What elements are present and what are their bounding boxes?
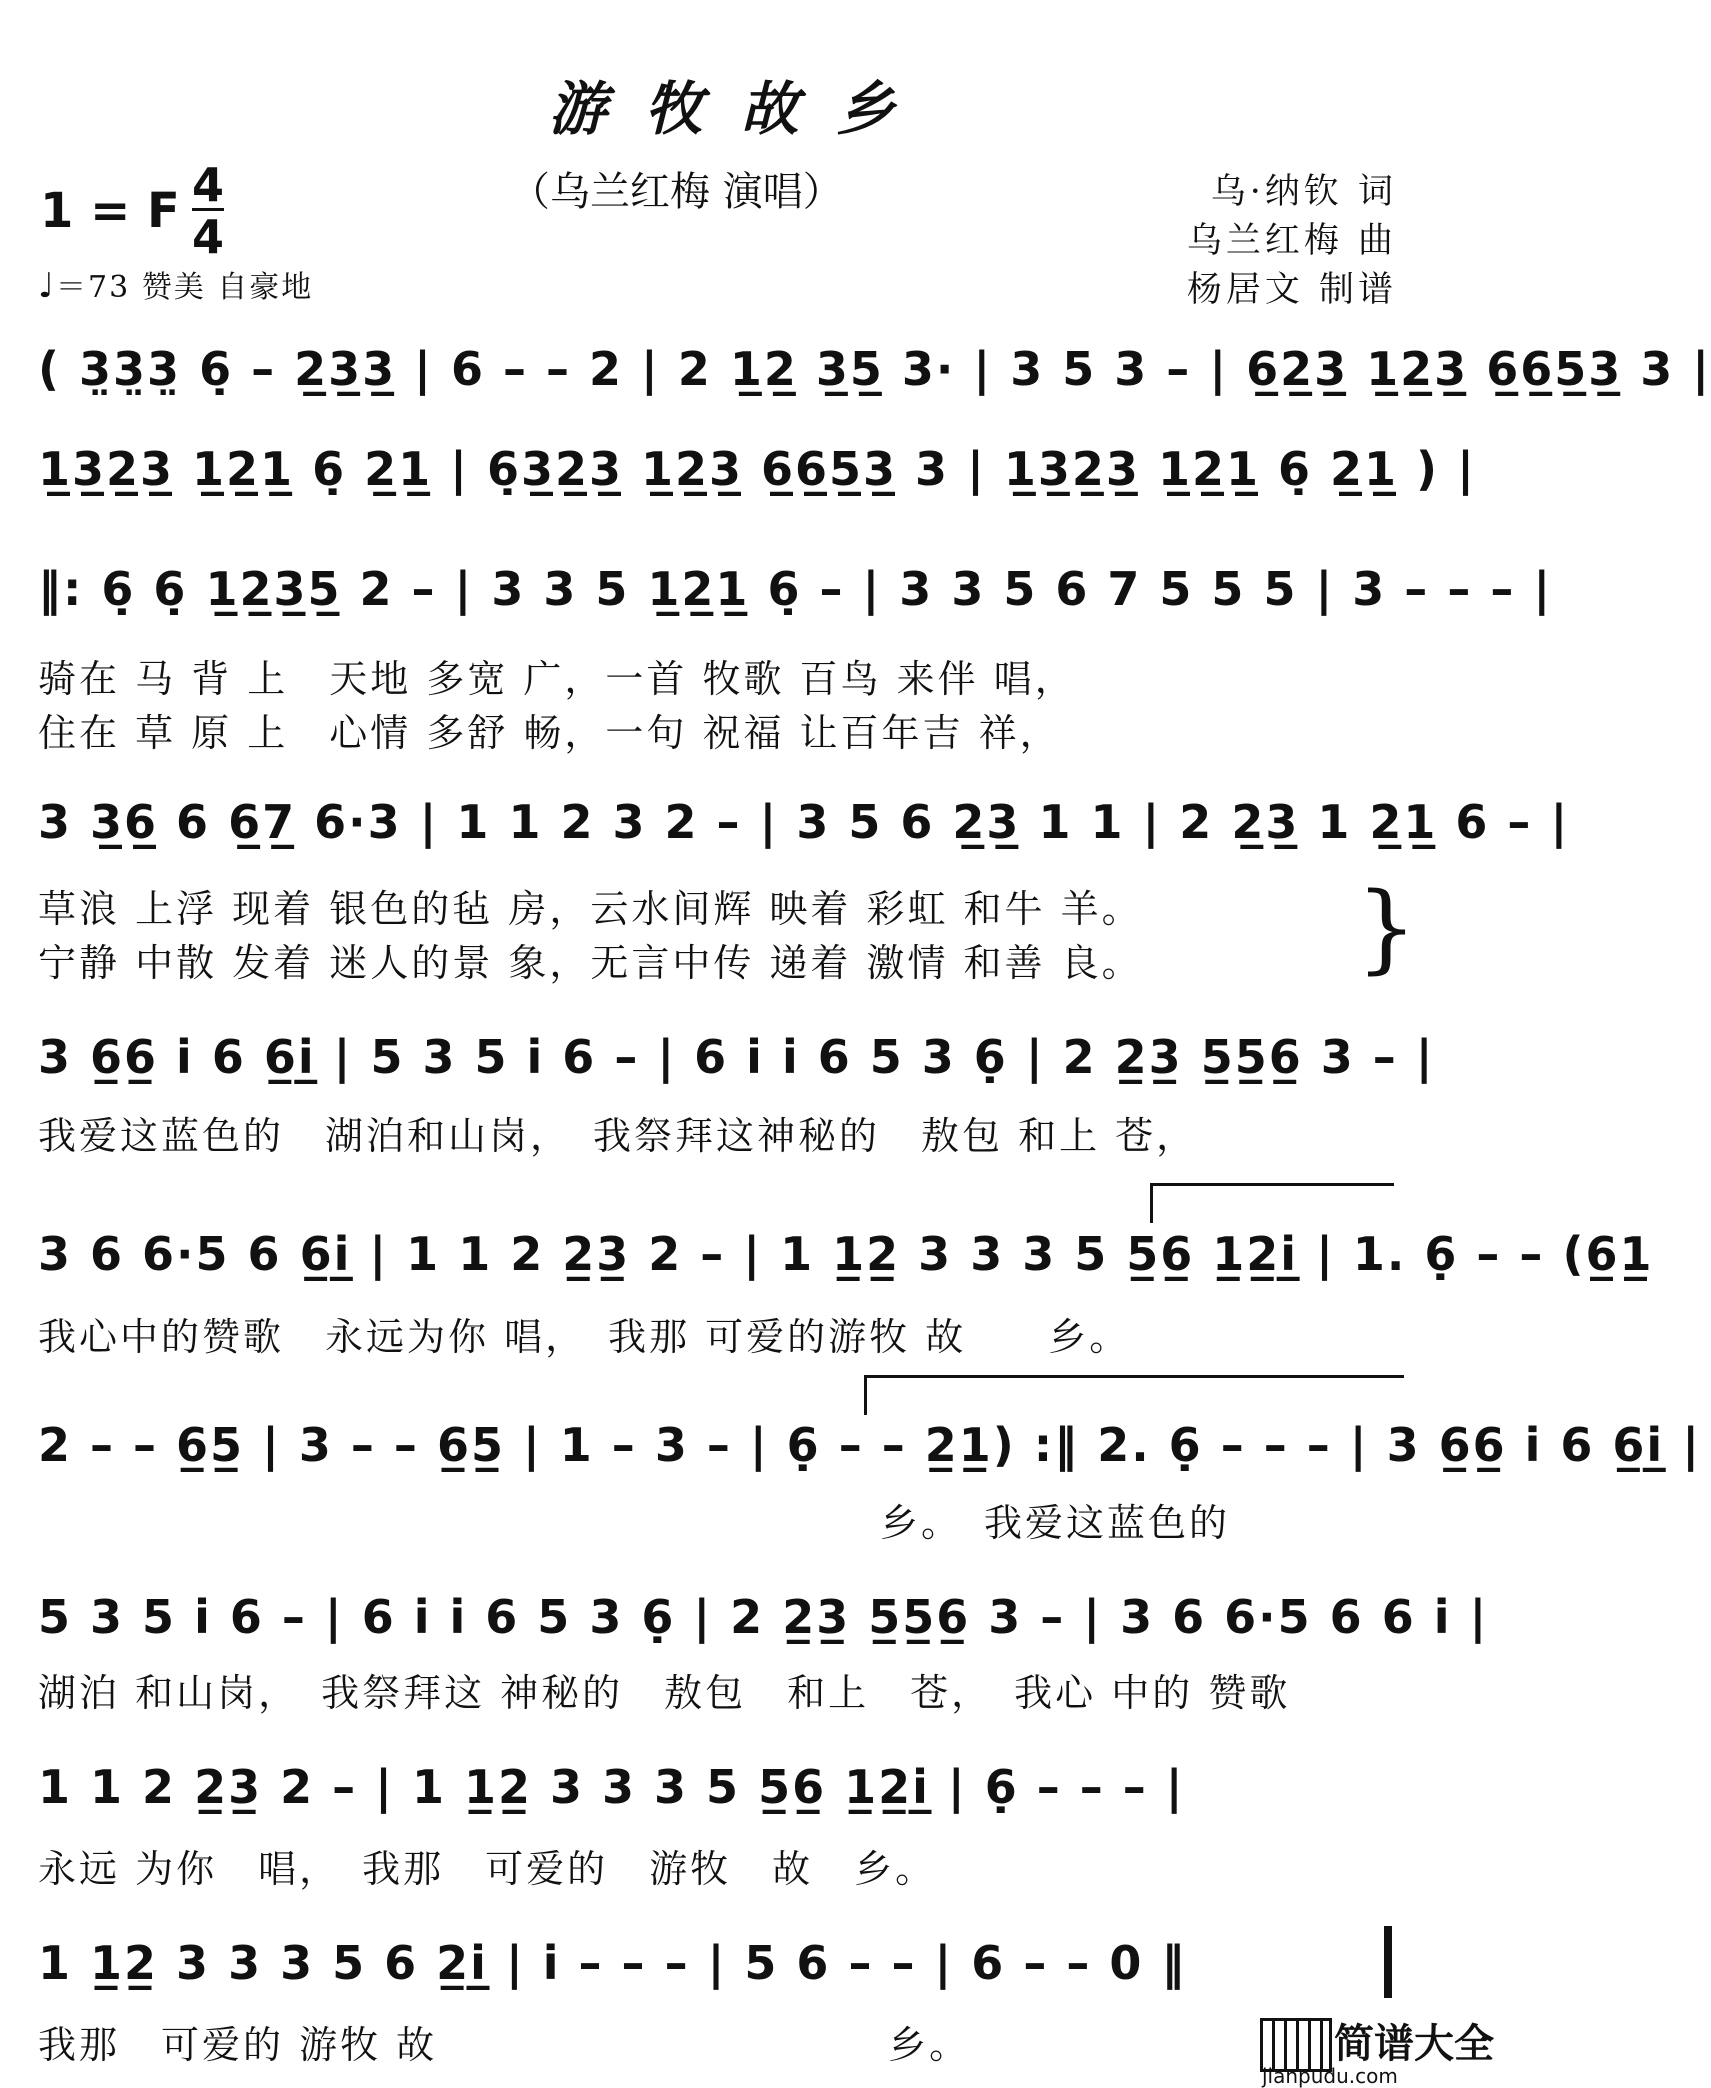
notation-row-8: 5 3 5 i 6 – | 6 i i 6 5 3 6̣ | 2 2̲3̲ 5̲5̲6̲ 3 – | 3 6 6·5 6 6 i |: [38, 1590, 1489, 1644]
verse-brace: }: [1356, 872, 1418, 984]
volta-2-edge: [864, 1375, 867, 1415]
arranger: 杨居文 制谱: [1186, 270, 1397, 310]
notation-row-6: 3 6 6·5 6 6̲i̲ | 1 1 2 2̲3̲ 2 – | 1 1̲2̲ 3 3 3 5 5̲6̲ 1̲2̲i̲ | 1. 6̣ – – (6̲1̲: [38, 1227, 1654, 1281]
notation-row-9: 1 1 2 2̲3̲ 2 – | 1 1̲2̲ 3 3 3 5 5̲6̲ 1̲2̲i̲ | 6̣ – – – |: [38, 1760, 1185, 1814]
lyrics-row-10: 我那 可爱的 游牧 故 乡。: [38, 2023, 971, 2067]
final-barline: [1384, 1926, 1392, 1998]
lyrics-row-8: 湖泊 和山岗， 我祭拜这 神秘的 敖包 和上 苍， 我心 中的 赞歌: [38, 1671, 1291, 1715]
lyrics-row-5: 我爱这蓝色的 湖泊和山岗， 我祭拜这神秘的 敖包 和上 苍，: [38, 1114, 1198, 1158]
time-signature: [192, 160, 224, 262]
volta-1-bracket: [1150, 1183, 1394, 1186]
quarter-note-icon: ♩: [38, 266, 57, 306]
credits: [1187, 168, 1397, 315]
time-bottom: 4: [192, 210, 225, 264]
notation-row-7: 2 – – 6̲5̲ | 3 – – 6̲5̲ | 1 – 3 – | 6̣ – – 2̲1̲) :‖ 2. 6̣ – – – | 3 6̲6̲ i 6 6̲i̲ |: [38, 1418, 1702, 1472]
lyrics-row-3b: 住在 草 原 上 心情 多舒 畅，一句 祝福 让百年吉 祥，: [38, 711, 1061, 755]
watermark-title: 简谱大全: [1334, 2021, 1494, 2067]
performer-label: （乌兰红梅 演唱）: [510, 169, 843, 215]
time-top: 4: [192, 158, 225, 212]
lyrics-row-3a: 骑在 马 背 上 天地 多宽 广，一首 牧歌 百鸟 来伴 唱，: [38, 657, 1076, 701]
lyrics-row-4b: 宁静 中散 发着 迷人的景 象，无言中传 递着 激情 和善 良。: [38, 941, 1143, 985]
watermark-url: jianpudu.com: [1262, 2064, 1398, 2088]
key-signature: 1 = F: [40, 183, 180, 239]
lyrics-row-4a: 草浪 上浮 现着 银色的毡 房，云水间辉 映着 彩虹 和牛 羊。: [38, 887, 1143, 931]
tempo-text: ＝73 赞美 自豪地: [56, 270, 314, 305]
lyrics-row-9: 永远 为你 唱， 我那 可爱的 游牧 故 乡。: [38, 1847, 937, 1891]
composer: 乌兰红梅 曲: [1186, 221, 1397, 261]
volta-1-edge: [1150, 1183, 1153, 1223]
lyrics-row-7: 乡。 我爱这蓝色的: [880, 1501, 1231, 1545]
song-title: 游牧故乡: [548, 75, 933, 143]
notation-row-1: ( 3̤3̤3̤ 6̣ – 2̲3̲3̲ | 6 – – 2 | 2 1̲2̲ 3̲5̲ 3· | 3 5 3 – | 6̲2̲3̲ 1̲2̲3̲ 6̲6̲5̲3̲ 3 |: [38, 342, 1711, 396]
tempo-marking: [38, 262, 313, 306]
notation-row-2: 1̲3̲2̲3̲ 1̲2̲1̲ 6̣ 2̲1̲ | 6̣3̲2̲3̲ 1̲2̲3̲ 6̲6̲5̲3̲ 3 | 1̲3̲2̲3̲ 1̲2̲1̲ 6̣ 2̲1̲ ) |: [38, 442, 1476, 496]
volta-2-bracket: [864, 1375, 1404, 1378]
notation-row-10: 1 1̲2̲ 3 3 3 5 6 2̲i̲ | i – – – | 5 6 – – | 6 – – 0 ‖: [38, 1936, 1187, 1990]
lyricist: 乌·纳钦 词: [1210, 172, 1397, 212]
notation-row-5: 3 6̲6̲ i 6 6̲i̲ | 5 3 5 i 6 – | 6 i i 6 5 3 6̣ | 2 2̲3̲ 5̲5̲6̲ 3 – |: [38, 1030, 1435, 1084]
lyrics-row-6: 我心中的赞歌 永远为你 唱， 我那 可爱的游牧 故 乡。: [38, 1315, 1131, 1359]
notation-row-4: 3 3̲6̲ 6 6̲7̲ 6·3 | 1 1 2 3 2 – | 3 5 6 2̲3̲ 1 1 | 2 2̲3̲ 1 2̲1̲ 6 – |: [38, 795, 1570, 849]
notation-row-3: ‖: 6̣ 6̣ 1̲2̲3̲5̲ 2 – | 3 3 5 1̲2̲1̲ 6̣ – | 3 3 5 6 7 5 5 5 | 3 – – – |: [38, 562, 1553, 616]
